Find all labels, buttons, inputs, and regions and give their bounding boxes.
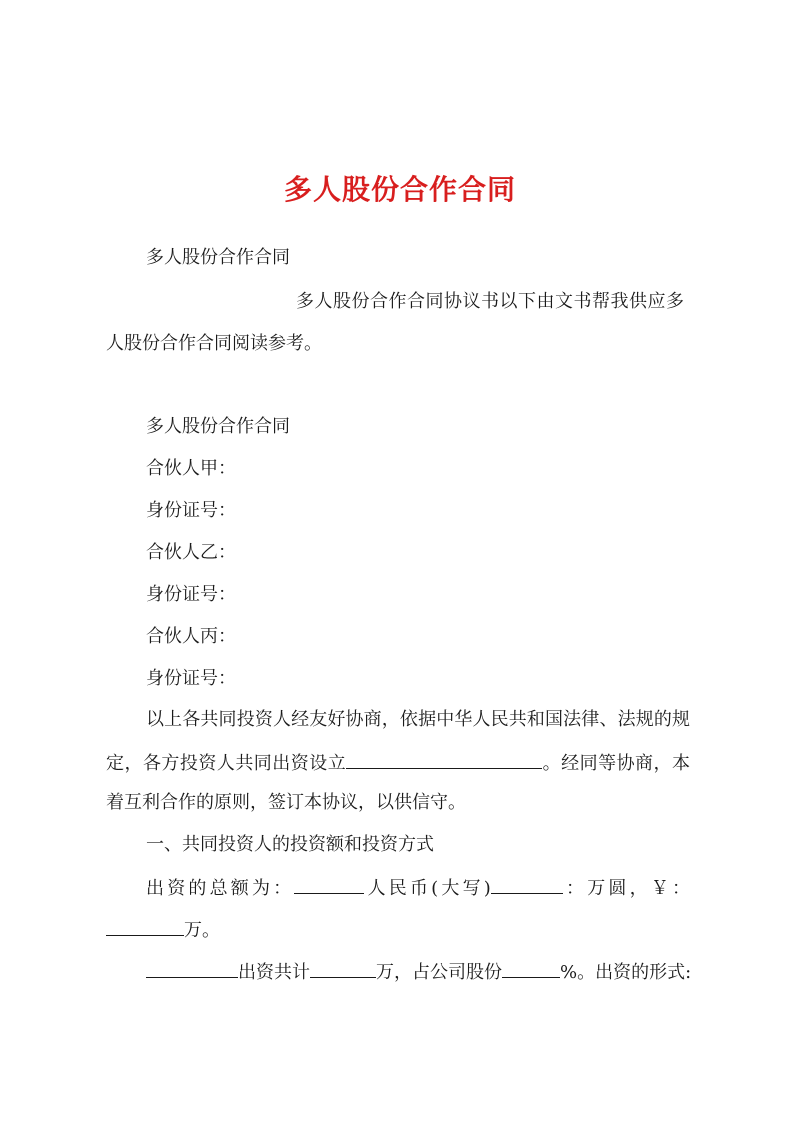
yen-amount-blank bbox=[106, 917, 184, 936]
investor-name-blank bbox=[146, 959, 238, 978]
rmb-capital-blank bbox=[491, 875, 563, 894]
company-name-blank bbox=[346, 750, 542, 769]
contribution-form-label: %。出资的形式: bbox=[560, 962, 692, 983]
preamble-line-2 bbox=[106, 750, 690, 776]
total-investment-line-2 bbox=[106, 917, 220, 943]
party-a-id-label: 身份证号： bbox=[146, 500, 236, 521]
intro-line-2: 人股份合作合同阅读参考。 bbox=[106, 333, 322, 354]
party-a-label: 合伙人甲： bbox=[146, 458, 236, 479]
contribution-blank bbox=[310, 959, 376, 978]
total-investment-label: 出资的总额为： bbox=[146, 878, 295, 899]
party-b-id-label: 身份证号： bbox=[146, 584, 236, 605]
preamble-line-2a: 定，各方投资人共同出资设立 bbox=[106, 753, 347, 774]
total-investment-line bbox=[146, 875, 690, 901]
share-label: 万，占公司股份 bbox=[376, 962, 502, 983]
wan-unit: 万。 bbox=[184, 920, 220, 941]
yuan-label: ：万圆，￥： bbox=[562, 878, 691, 899]
preamble-line-1: 以上各共同投资人经友好协商，依据中华人民共和国法律、法规的规 bbox=[146, 709, 690, 730]
party-b-label: 合伙人乙： bbox=[146, 542, 236, 563]
rmb-capital-label: 人民币(大写) bbox=[364, 878, 491, 899]
intro-line-1: 多人股份合作合同协议书以下由文书帮我供应多 bbox=[296, 291, 685, 312]
share-percent-blank bbox=[502, 959, 560, 978]
party-c-id-label: 身份证号： bbox=[146, 668, 236, 689]
document-title: 多人股份合作合同 bbox=[283, 173, 516, 206]
contribution-label: 出资共计 bbox=[238, 962, 310, 983]
preamble-line-2b: 。经同等协商，本 bbox=[542, 753, 691, 774]
section-1-heading: 一、共同投资人的投资额和投资方式 bbox=[146, 834, 434, 855]
party-c-label: 合伙人丙： bbox=[146, 626, 236, 647]
contract-heading: 多人股份合作合同 bbox=[146, 416, 290, 437]
preamble-line-3: 着互利合作的原则，签订本协议，以供信守。 bbox=[106, 792, 466, 813]
total-investment-blank bbox=[294, 875, 364, 894]
share-line bbox=[146, 959, 690, 985]
intro-heading: 多人股份合作合同 bbox=[146, 247, 290, 268]
